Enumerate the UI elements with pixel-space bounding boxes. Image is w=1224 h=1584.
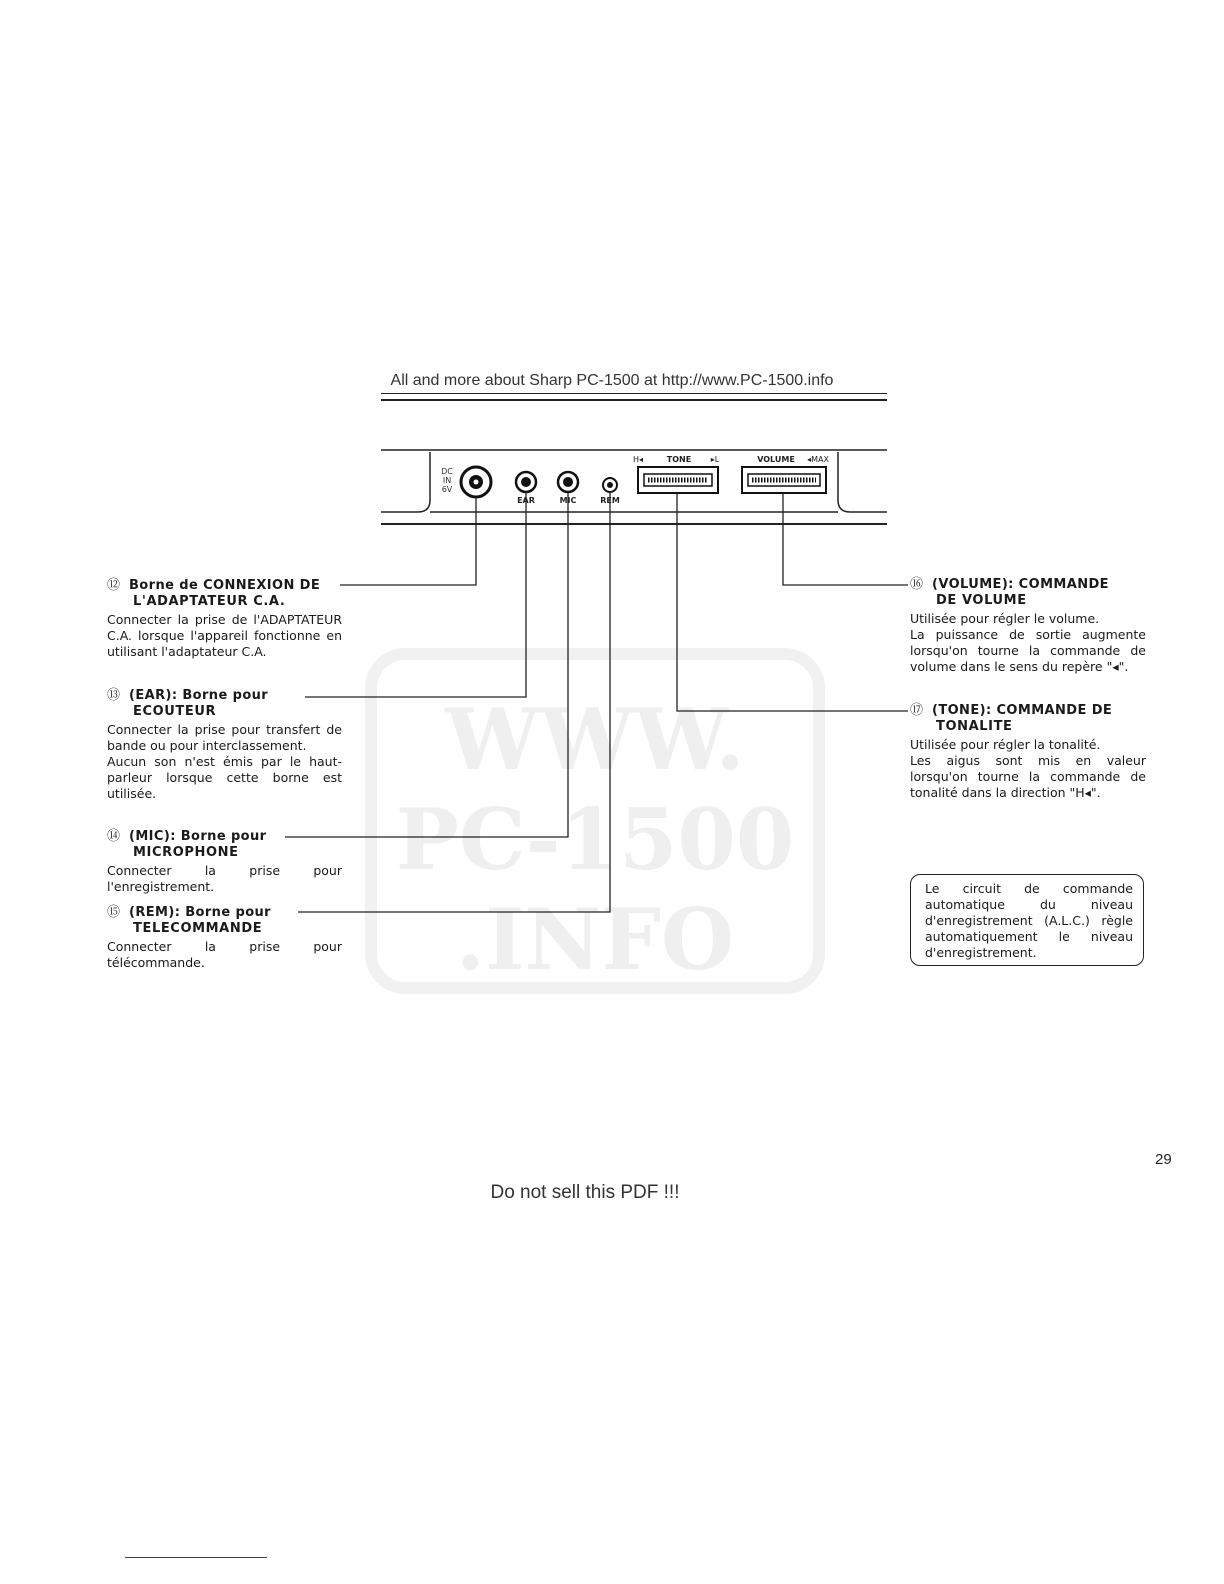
tone-slider-icon	[638, 467, 718, 493]
item-tone	[910, 703, 1146, 801]
item-mic-number: ⑭	[107, 829, 121, 844]
item-ear-number: ⑬	[107, 688, 121, 703]
leader-line-tone	[677, 493, 908, 711]
item-volume-number: ⑯	[910, 577, 924, 592]
item-ear	[107, 688, 342, 802]
item-ear-body: Connecter la prise pour transfert de bande ou pour interclassement.	[107, 722, 342, 753]
item-mic-title2: MICROPHONE	[133, 845, 239, 860]
6v-label: 6V	[441, 485, 453, 494]
item-ear-title: (EAR): Borne pour	[129, 688, 269, 703]
item-rem-number: ⑮	[107, 905, 121, 920]
bottom-link-underline	[125, 1557, 267, 1558]
header-link[interactable]: All and more about Sharp PC-1500 at http://www.PC-1500.info	[390, 372, 834, 389]
leader-line-volume	[783, 493, 908, 585]
item-tone-title: (TONE): COMMANDE DE	[932, 703, 1113, 718]
item-rem-title: (REM): Borne pour	[129, 905, 271, 920]
item-ear-body2: Aucun son n'est émis par le haut-parleur lorsque cette borne est utilisée.	[107, 754, 342, 801]
item-volume-body: Utilisée pour régler le volume.	[910, 611, 1100, 626]
rem-label: REM	[600, 496, 620, 505]
item-mic	[107, 829, 342, 895]
tone-h-label: H◂	[632, 455, 644, 464]
item-volume-title2: DE VOLUME	[936, 593, 1027, 608]
item-connexion-title: Borne de CONNEXION DE	[129, 578, 321, 593]
item-tone-body: Utilisée pour régler la tonalité.	[910, 737, 1101, 752]
dc-label: DC	[441, 467, 453, 476]
page-number: 29	[1155, 1151, 1172, 1168]
item-mic-title: (MIC): Borne pour	[129, 829, 267, 844]
rem-jack-icon	[603, 478, 617, 492]
item-rem-body: Connecter la prise pour télécommande.	[107, 939, 342, 970]
item-tone-body2: Les aigus sont mis en valeur lorsqu'on tourne la commande de tonalité dans la direction "H◂".	[910, 753, 1146, 800]
watermark-line-1: WWW.	[445, 690, 745, 789]
item-connexion	[107, 578, 342, 660]
item-connexion-title2: L'ADAPTATEUR C.A.	[133, 594, 286, 609]
tone-l-label: ▸L	[710, 455, 720, 464]
item-volume	[910, 577, 1146, 675]
ear-label: EAR	[517, 496, 535, 505]
mic-label: MIC	[559, 496, 577, 505]
item-tone-title2: TONALITE	[936, 719, 1013, 734]
item-ear-title2: ECOUTEUR	[133, 704, 217, 719]
item-volume-title: (VOLUME): COMMANDE	[932, 577, 1109, 592]
item-mic-body: Connecter la prise pour l'enregistrement.	[107, 863, 342, 894]
item-tone-number: ⑰	[910, 703, 924, 718]
watermark-line-2: PC-1500	[395, 790, 795, 889]
item-rem	[107, 905, 342, 971]
volume-label: VOLUME	[757, 455, 795, 464]
alc-note-text: Le circuit de commande automatique du niveau d'enregistrement (A.L.C.) règle automatiquement le niveau d'enregistrement.	[925, 881, 1133, 960]
item-rem-title2: TELECOMMANDE	[133, 921, 263, 936]
ear-jack-icon	[516, 472, 536, 492]
volume-slider-icon	[742, 467, 826, 493]
item-connexion-body: Connecter la prise de l'ADAPTATEUR C.A. lorsque l'appareil fonctionne en utilisant l'adaptateur C.A.	[107, 612, 342, 659]
footer-notice: Do not sell this PDF !!!	[490, 1182, 680, 1203]
leader-line-rem	[298, 492, 610, 912]
item-connexion-number: ⑫	[107, 578, 121, 593]
leader-line-connexion	[340, 497, 476, 585]
watermark-line-3: .INFO	[455, 890, 735, 989]
dc-jack-icon	[461, 467, 491, 497]
item-volume-body2: La puissance de sortie augmente lorsqu'on tourne la commande de volume dans le sens du repère "◂".	[910, 627, 1146, 674]
in-label: IN	[442, 476, 452, 485]
mic-jack-icon	[558, 472, 578, 492]
tone-label: TONE	[666, 455, 692, 464]
volume-max-label: ◂MAX	[807, 455, 829, 464]
alc-note-box	[910, 874, 1144, 966]
